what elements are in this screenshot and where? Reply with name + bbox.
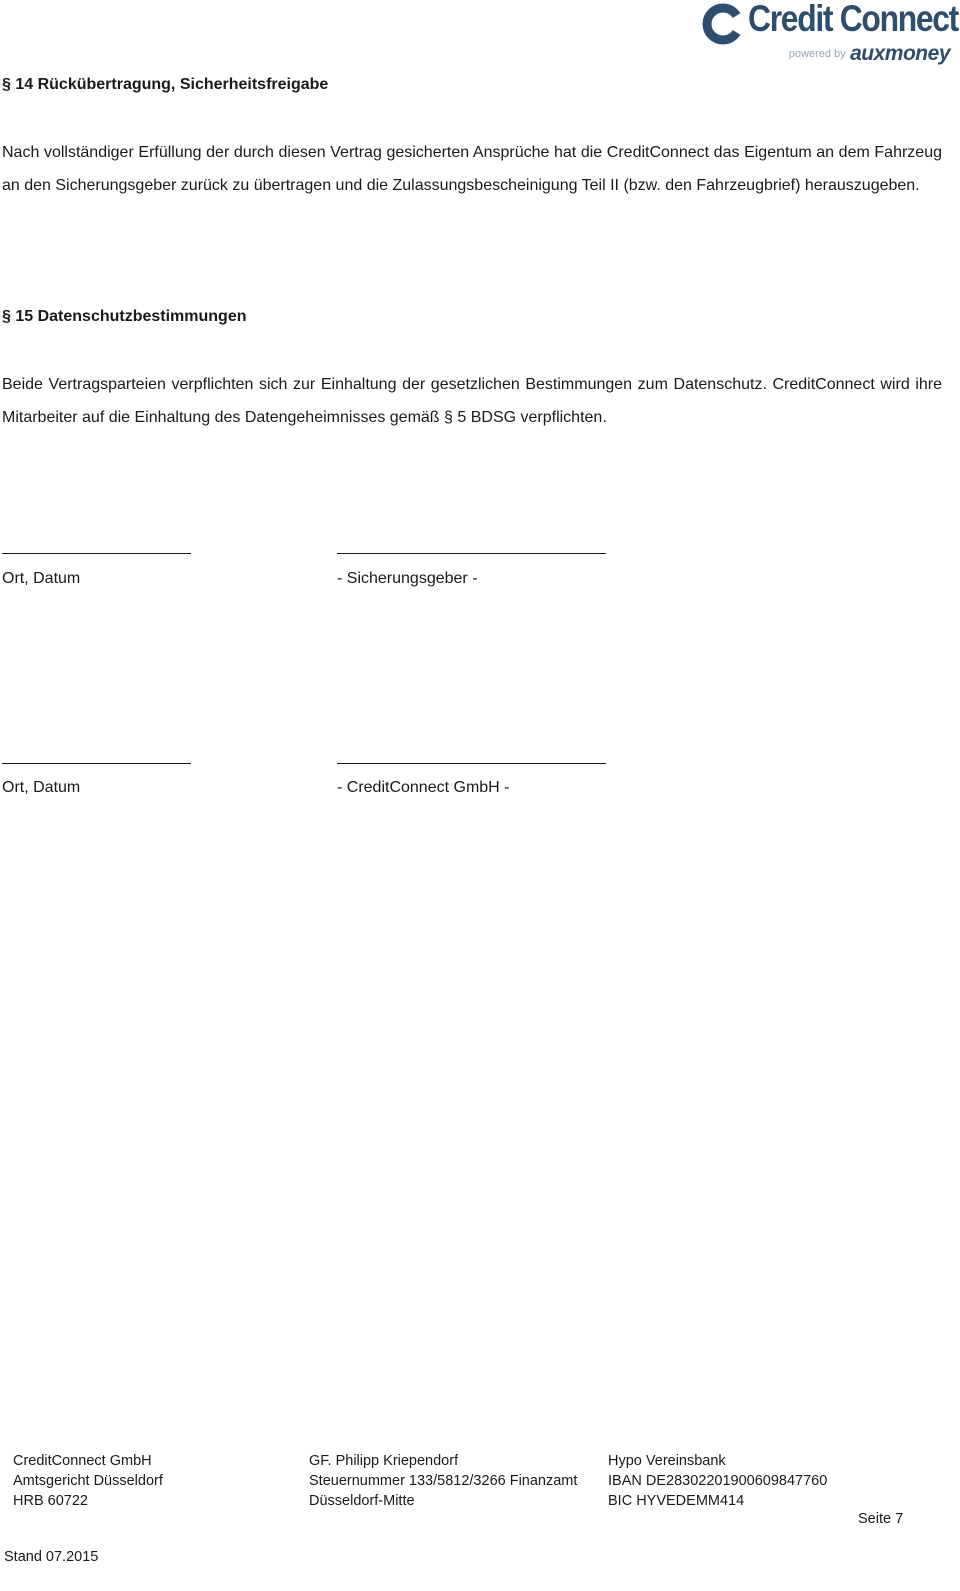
- sicherungsgeber-label: - Sicherungsgeber -: [337, 570, 478, 587]
- signature-line-date-1: [2, 553, 191, 554]
- signature-line-date-2: [2, 763, 191, 764]
- footer-tax-number: Steuernummer 133/5812/3266 Finanzamt: [309, 1473, 578, 1489]
- logo-partner-text: auxmoney: [850, 42, 950, 65]
- footer-company-name: CreditConnect GmbH: [13, 1453, 152, 1469]
- section-15-text: Beide Vertragsparteien verpflichten sich zur Einhaltung der gesetzlichen Bestimmungen zum Datenschutz. CreditConnect wird ihre Mitarbeiter auf die Einhaltung des Datengeheimnisses gemäß § 5 BDSG verpflichten.: [2, 376, 942, 426]
- credit-connect-logo: [702, 0, 959, 65]
- footer-management: [309, 1451, 577, 1511]
- place-date-label-2: Ort, Datum: [2, 779, 81, 796]
- logo-powered-by: [789, 42, 950, 66]
- place-date-label-1: Ort, Datum: [2, 570, 81, 587]
- version-date: Stand 07.2015: [4, 1549, 99, 1565]
- signature-line-creditconnect: [337, 763, 606, 764]
- footer-iban: IBAN DE28302201900609847760: [608, 1473, 828, 1489]
- footer-company: [13, 1451, 163, 1511]
- logo-brand-text: Credit Connect: [748, 0, 959, 39]
- footer-managing-director: GF. Philipp Kriependorf: [309, 1453, 459, 1469]
- footer-bank-name: Hypo Vereinsbank: [608, 1453, 726, 1469]
- creditconnect-label: - CreditConnect GmbH -: [337, 779, 510, 796]
- logo-powered-text: powered by: [788, 48, 846, 60]
- footer-tax-office: Düsseldorf-Mitte: [309, 1493, 415, 1509]
- section-15-heading: § 15 Datenschutzbestimmungen: [2, 308, 247, 325]
- page-number: Seite 7: [858, 1511, 904, 1527]
- section-14-text: Nach vollständiger Erfüllung der durch diesen Vertrag gesicherten Ansprüche hat die CreditConnect das Eigentum an dem Fahrzeug an den Sicherungsgeber zurück zu übertragen und die Zulassungsbescheinigung Teil II (bzw. den Fahrzeugbrief) herauszugeben.: [2, 144, 942, 194]
- footer-court: Amtsgericht Düsseldorf: [13, 1473, 163, 1489]
- footer-bic: BIC HYVEDEMM414: [608, 1493, 745, 1509]
- footer-bank: [608, 1451, 827, 1511]
- signature-line-sicherungsgeber: [337, 553, 606, 554]
- credit-connect-logo-icon: [702, 3, 744, 45]
- footer-register: HRB 60722: [13, 1493, 88, 1509]
- section-14-heading: § 14 Rückübertragung, Sicherheitsfreigabe: [2, 76, 329, 93]
